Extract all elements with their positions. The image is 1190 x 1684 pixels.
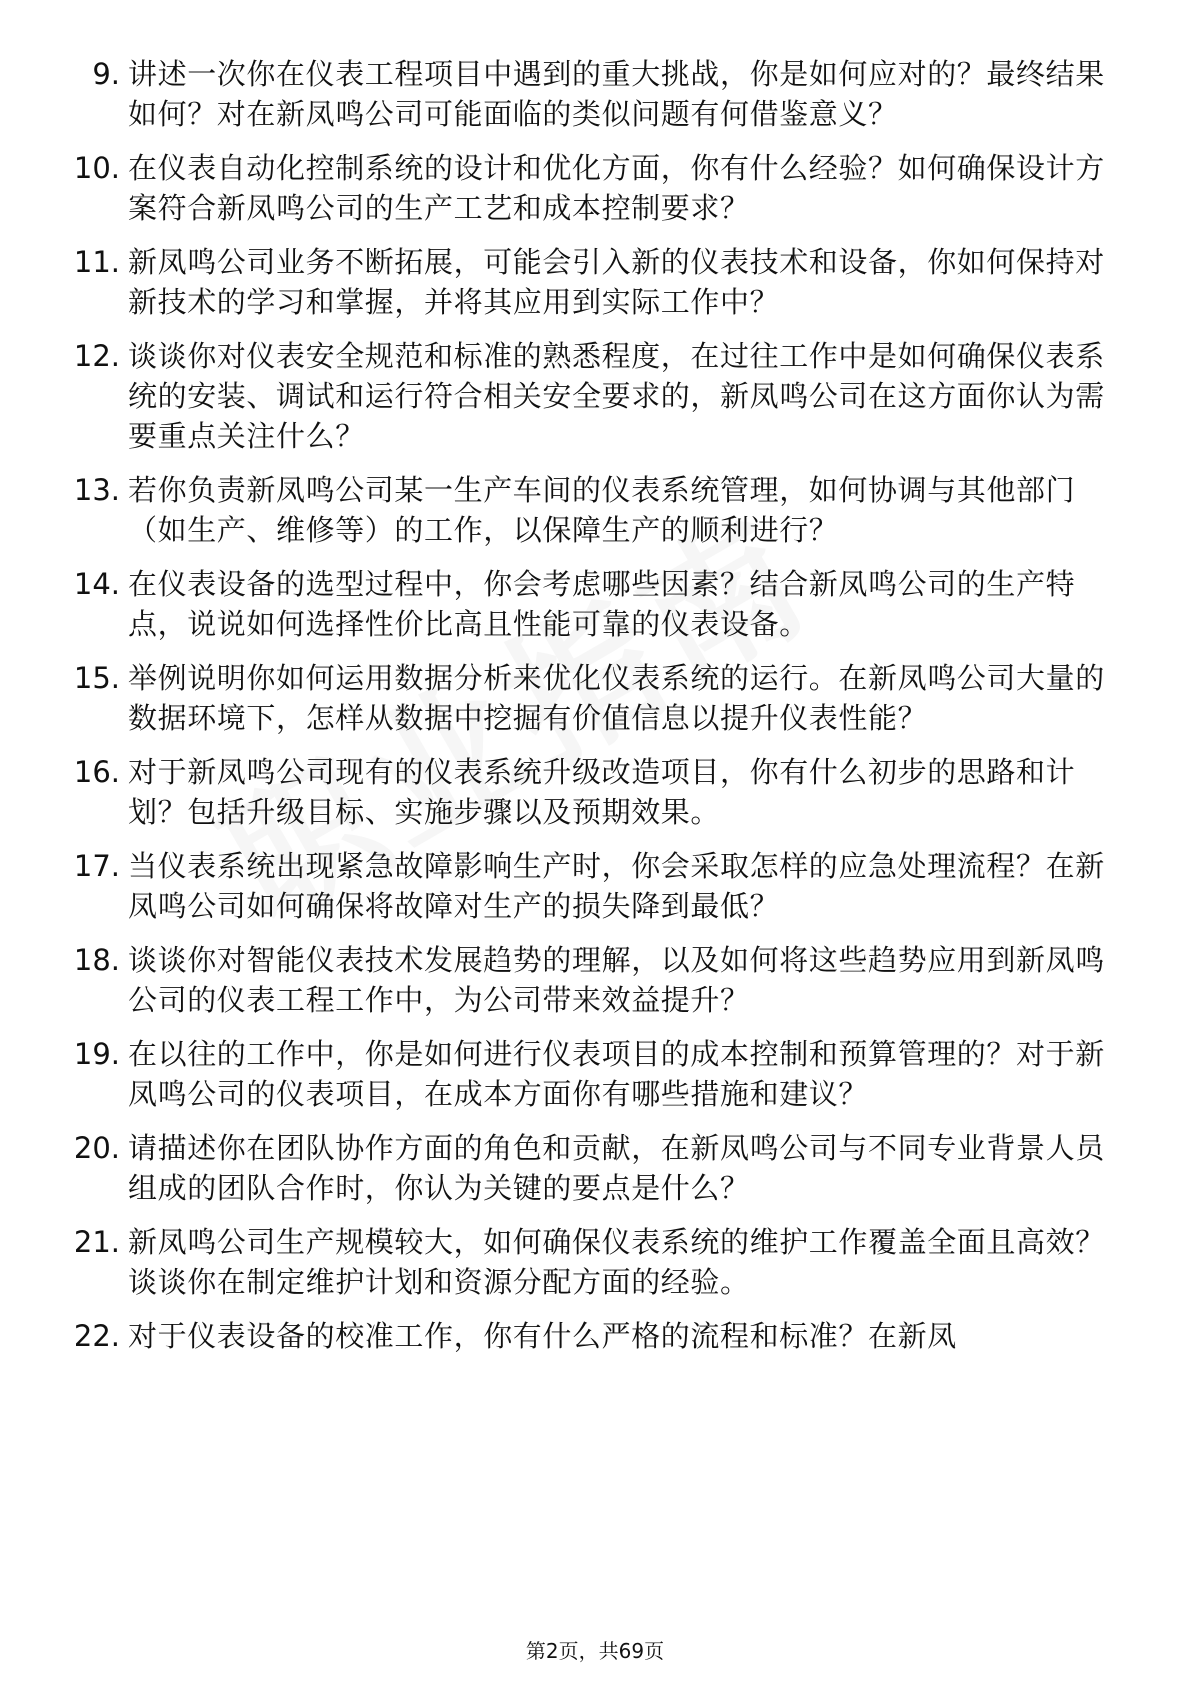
question-number: 9. bbox=[92, 57, 120, 91]
list-item bbox=[58, 470, 1118, 550]
question-number: 12. bbox=[73, 339, 120, 373]
question-text: 在仪表设备的选型过程中，你会考虑哪些因素？结合新凤鸣公司的生产特点，说说如何选择性价比高且性能可靠的仪表设备。 bbox=[128, 567, 1076, 641]
question-text: 若你负责新凤鸣公司某一生产车间的仪表系统管理，如何协调与其他部门（如生产、维修等）的工作，以保障生产的顺利进行？ bbox=[128, 473, 1076, 547]
question-text: 新凤鸣公司生产规模较大，如何确保仪表系统的维护工作覆盖全面且高效？谈谈你在制定维护计划和资源分配方面的经验。 bbox=[128, 1225, 1105, 1299]
list-item bbox=[58, 54, 1118, 134]
question-number: 16. bbox=[73, 755, 120, 789]
list-item bbox=[58, 846, 1118, 926]
question-text: 举例说明你如何运用数据分析来优化仪表系统的运行。在新凤鸣公司大量的数据环境下，怎样从数据中挖掘有价值信息以提升仪表性能？ bbox=[128, 661, 1105, 735]
list-item bbox=[58, 1222, 1118, 1302]
question-text: 对于新凤鸣公司现有的仪表系统升级改造项目，你有什么初步的思路和计划？包括升级目标、实施步骤以及预期效果。 bbox=[128, 755, 1076, 829]
question-text: 讲述一次你在仪表工程项目中遇到的重大挑战，你是如何应对的？最终结果如何？对在新凤鸣公司可能面临的类似问题有何借鉴意义？ bbox=[128, 57, 1105, 131]
question-number: 13. bbox=[73, 473, 120, 507]
list-item bbox=[58, 564, 1118, 644]
list-item bbox=[58, 940, 1118, 1020]
question-number: 22. bbox=[73, 1319, 120, 1353]
question-number: 11. bbox=[73, 245, 120, 279]
question-text: 在仪表自动化控制系统的设计和优化方面，你有什么经验？如何确保设计方案符合新凤鸣公司的生产工艺和成本控制要求？ bbox=[128, 151, 1105, 225]
list-item bbox=[58, 658, 1118, 738]
list-item bbox=[58, 1034, 1118, 1114]
question-text: 对于仪表设备的校准工作，你有什么严格的流程和标准？在新凤 bbox=[128, 1319, 957, 1353]
question-text: 谈谈你对仪表安全规范和标准的熟悉程度，在过往工作中是如何确保仪表系统的安装、调试和运行符合相关安全要求的，新凤鸣公司在这方面你认为需要重点关注什么？ bbox=[128, 339, 1105, 453]
question-number: 21. bbox=[73, 1225, 120, 1259]
question-number: 17. bbox=[73, 849, 120, 883]
question-number: 20. bbox=[73, 1131, 120, 1165]
question-text: 新凤鸣公司业务不断拓展，可能会引入新的仪表技术和设备，你如何保持对新技术的学习和掌握，并将其应用到实际工作中？ bbox=[128, 245, 1105, 319]
question-number: 19. bbox=[73, 1037, 120, 1071]
question-text: 在以往的工作中，你是如何进行仪表项目的成本控制和预算管理的？对于新凤鸣公司的仪表项目，在成本方面你有哪些措施和建议？ bbox=[128, 1037, 1105, 1111]
list-item bbox=[58, 336, 1118, 456]
list-item bbox=[58, 1316, 1118, 1356]
question-number: 15. bbox=[73, 661, 120, 695]
page-number-footer: 第2页，共69页 bbox=[525, 1639, 665, 1663]
list-item bbox=[58, 1128, 1118, 1208]
question-number: 14. bbox=[73, 567, 120, 601]
list-item bbox=[58, 148, 1118, 228]
question-list bbox=[58, 54, 1118, 1370]
question-text: 谈谈你对智能仪表技术发展趋势的理解，以及如何将这些趋势应用到新凤鸣公司的仪表工程工作中，为公司带来效益提升？ bbox=[128, 943, 1105, 1017]
question-number: 18. bbox=[73, 943, 120, 977]
question-text: 当仪表系统出现紧急故障影响生产时，你会采取怎样的应急处理流程？在新凤鸣公司如何确保将故障对生产的损失降到最低？ bbox=[128, 849, 1105, 923]
list-item bbox=[58, 752, 1118, 832]
question-number: 10. bbox=[73, 151, 120, 185]
list-item bbox=[58, 242, 1118, 322]
question-text: 请描述你在团队协作方面的角色和贡献，在新凤鸣公司与不同专业背景人员组成的团队合作时，你认为关键的要点是什么？ bbox=[128, 1131, 1105, 1205]
